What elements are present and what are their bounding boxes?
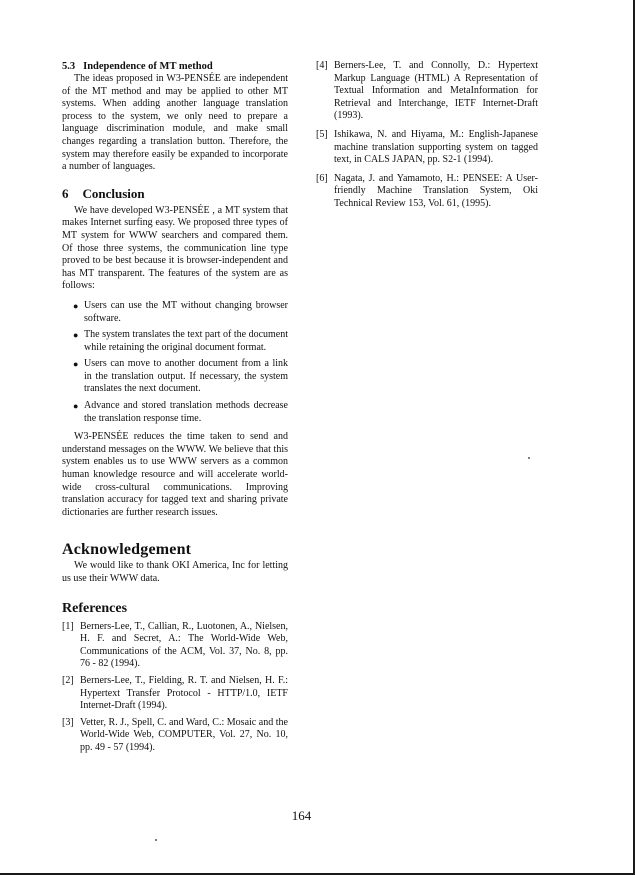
- subsection-heading: [62, 60, 288, 73]
- feature-text: The system translates the text part of the document while retaining the original document format.: [84, 329, 288, 353]
- reference-text: Berners-Lee, T. and Connolly, D.: Hypertext Markup Language (HTML) A Representation of Textual Information and MetaInformation for Retrieval and Interchange, IETF Internet-Draft (1993).: [334, 60, 538, 122]
- bullet-icon: ●: [73, 401, 79, 412]
- feature-list-item: [73, 329, 288, 354]
- scan-speck: [155, 839, 157, 841]
- feature-text: Users can move to another document from a link in the translation output. If necessary, the system translates the next document.: [84, 358, 288, 395]
- reference-text: Berners-Lee, T., Callian, R., Luotonen, A., Nielsen, H. F. and Secret, A.: The World-Wide Web, Communications of the ACM, Vol. 37, No. 8, pp. 76 - 82 (1994).: [80, 620, 288, 670]
- reference-number: [1]: [62, 620, 74, 632]
- reference-item: [316, 173, 538, 211]
- reference-number: [3]: [62, 716, 74, 728]
- feature-text: Users can use the MT without changing browser software.: [84, 299, 288, 324]
- right-column: [316, 60, 538, 217]
- reference-text: Ishikawa, N. and Hiyama, M.: English-Japanese machine translation supporting system on tagged text, in CALS JAPAN, pp. S2-1 (1994).: [334, 128, 538, 166]
- feature-list: [62, 300, 288, 425]
- reference-number: [4]: [316, 60, 328, 71]
- acknowledgement-paragraph: We would like to thank OKI America, Inc for letting us use their WWW data.: [62, 560, 288, 584]
- scan-speck: [528, 457, 530, 459]
- left-column: [62, 60, 288, 759]
- subsection-paragraph: The ideas proposed in W3-PENSÉE are independent of the MT method and may be applied to other MT systems. When adding another language translation process to the system, we only need to prepare a language discrimination module, and make small changes regarding a translation button. Therefore, the system may therefore easily be expanded to incorporate a number of languages.: [62, 73, 288, 173]
- feature-list-item: [73, 358, 288, 396]
- page-number: 164: [291, 808, 312, 823]
- feature-list-item: [73, 400, 288, 425]
- reference-item: [316, 60, 538, 123]
- reference-text: Berners-Lee, T., Fielding, R. T. and Nielsen, H. F.: Hypertext Transfer Protocol - HTTP/1.0, IETF Internet-Draft (1994).: [80, 674, 288, 712]
- bullet-icon: ●: [73, 330, 79, 341]
- reference-number: [2]: [62, 674, 74, 686]
- reference-item: [62, 717, 288, 755]
- reference-item: [316, 129, 538, 167]
- feature-list-item: [73, 299, 288, 325]
- reference-item: [62, 621, 288, 671]
- bullet-icon: ●: [73, 300, 79, 311]
- reference-list-right: [316, 60, 538, 211]
- conclusion-intro-paragraph: We have developed W3-PENSÉE , a MT system that makes Internet surfing easy. We proposed three types of MT system for WWW searchers and compared them. Of those three systems, the communication line type proved to be best because it is browser-independent and has MT transparent. The features of the system are as follows:: [62, 204, 288, 292]
- reference-number: [6]: [316, 172, 328, 184]
- reference-text: Nagata, J. and Yamamoto, H.: PENSEE: A User-friendly Machine Translation System, Oki Technical Review 153, Vol. 61, (1995).: [334, 172, 538, 209]
- reference-item: [62, 675, 288, 713]
- reference-list-left: [62, 621, 288, 755]
- acknowledgement-heading: Acknowledgement: [62, 541, 192, 559]
- reference-number: [5]: [316, 128, 328, 140]
- conclusion-title: Conclusion: [82, 185, 145, 201]
- conclusion-closing-paragraph: W3-PENSÉE reduces the time taken to send and understand messages on the WWW. We believe that this system enables us to use WWW servers as a common human knowledge resource and will accelerate world-wide cross-cultural communications. Improving translation accuracy for tagged text and sharing private dictionaries are further research issues.: [62, 431, 288, 518]
- reference-text: Vetter, R. J., Spell, C. and Ward, C.: Mosaic and the World-Wide Web, COMPUTER, Vol. 27, No. 10, pp. 49 - 57 (1994).: [80, 716, 288, 753]
- feature-text: Advance and stored translation methods decrease the translation response time.: [84, 400, 288, 424]
- conclusion-heading: [62, 186, 288, 202]
- bullet-icon: ●: [73, 359, 79, 370]
- subsection-title: Independence of MT method: [83, 61, 213, 72]
- references-heading: References: [62, 600, 128, 616]
- conclusion-number: 6: [62, 185, 69, 201]
- subsection-number: 5.3: [62, 61, 76, 72]
